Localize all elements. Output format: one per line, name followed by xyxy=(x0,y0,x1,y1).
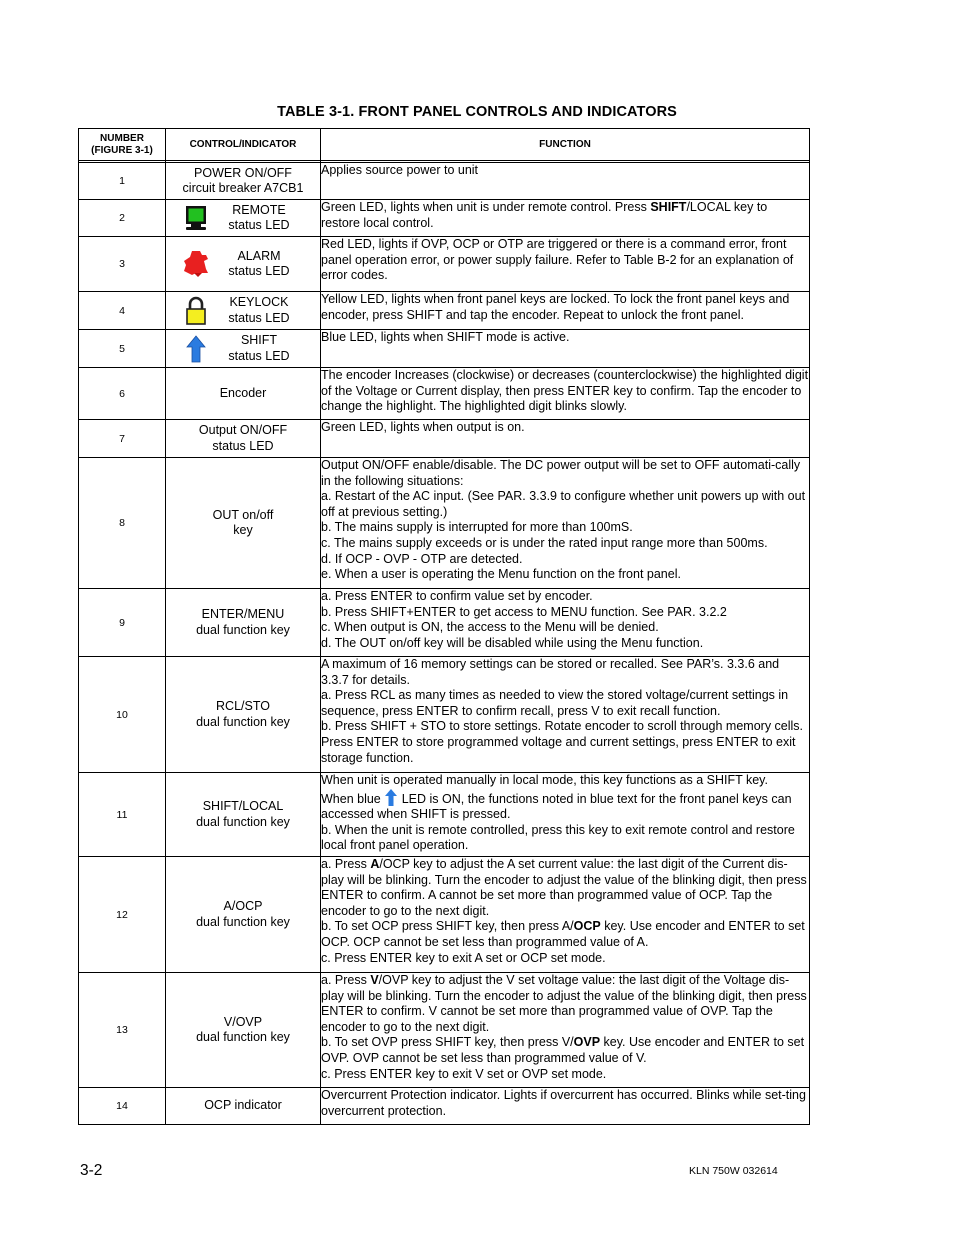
function-text: a. Press ENTER to confirm value set by encoder. xyxy=(321,589,593,603)
table-row xyxy=(79,292,810,330)
remote-led-icon xyxy=(182,203,210,233)
keylock-led-icon xyxy=(182,296,210,326)
controls-table xyxy=(78,128,810,1125)
row-function xyxy=(321,420,810,458)
function-text: When unit is operated manually in local mode, this key functions as a SHIFT key. xyxy=(321,773,768,787)
function-text: /OVP key to adjust the V set voltage value: the last digit of the Voltage dis-play will be blinking. Turn the encoder to adjust the value of the blinking digit, then press ENTER to confirm. V cannot be set more than programmed value of OVP. Tap the encoder to go to the next digit. xyxy=(321,973,807,1034)
control-label: KEYLOCK xyxy=(229,295,289,309)
row-number: 9 xyxy=(79,589,166,657)
function-text: b. Press SHIFT+ENTER to get access to MENU function. See PAR. 3.2.2 xyxy=(321,604,727,619)
row-control xyxy=(166,1088,321,1125)
row-function xyxy=(321,163,810,200)
control-sublabel: status LED xyxy=(228,310,290,325)
row-function xyxy=(321,330,810,368)
control-sublabel: dual function key xyxy=(196,714,290,729)
header-control: CONTROL/INDICATOR xyxy=(166,129,321,161)
function-text: Yellow LED, lights when front panel keys are locked. To lock the front panel keys and encoder, press SHIFT and tap the encoder. Repeat to unlock the front panel. xyxy=(321,292,790,322)
page-number: 3-2 xyxy=(80,1162,103,1179)
row-function xyxy=(321,237,810,292)
row-control xyxy=(166,773,321,857)
function-text: key. Use encoder and ENTER to set OVP. OVP cannot be set less than programmed value of V. xyxy=(321,1035,805,1065)
control-sublabel: status LED xyxy=(228,218,290,232)
control-label: Output ON/OFF xyxy=(198,423,288,437)
function-text: c. When output is ON, the access to the Menu will be denied. xyxy=(321,620,659,635)
function-text: Green LED, lights when unit is under remote control. Press xyxy=(321,200,651,214)
row-number: 5 xyxy=(79,330,166,368)
row-number: 7 xyxy=(79,420,166,458)
control-sublabel: key xyxy=(233,523,253,537)
table-row xyxy=(79,589,810,657)
row-number: 8 xyxy=(79,458,166,589)
control-sublabel: status LED xyxy=(228,348,290,363)
control-label: RCL/STO xyxy=(216,699,270,713)
table-row xyxy=(79,1088,810,1125)
function-text-bold: OVP xyxy=(573,1035,601,1050)
row-function xyxy=(321,773,810,857)
control-label: A/OCP xyxy=(223,899,263,913)
function-text: LED is ON, the functions noted in blue text for the front panel keys can accessed when SHIFT is pressed. xyxy=(321,791,792,822)
row-function xyxy=(321,589,810,657)
function-text-bold: V xyxy=(370,973,379,987)
function-text: b. When the unit is remote controlled, press this key to exit remote control and restore local front panel operation. xyxy=(321,822,795,853)
row-number: 12 xyxy=(79,857,166,973)
function-text-bold: A xyxy=(370,857,380,871)
function-text: b. The mains supply is interrupted for more than 100mS. xyxy=(321,520,633,535)
function-text: c. Press ENTER key to exit V set or OVP set mode. xyxy=(321,1066,607,1081)
row-function xyxy=(321,368,810,420)
control-label: SHIFT xyxy=(240,333,278,347)
control-label: REMOTE xyxy=(232,202,286,217)
function-text: Applies source power to unit xyxy=(321,163,479,177)
row-number: 14 xyxy=(79,1088,166,1125)
function-text: key. Use encoder and ENTER to set OCP. OCP cannot be set less than programmed value of A. xyxy=(321,919,805,949)
table-row xyxy=(79,330,810,368)
shift-led-icon xyxy=(182,334,210,364)
row-number: 11 xyxy=(79,773,166,857)
table-row xyxy=(79,773,810,857)
row-number: 4 xyxy=(79,292,166,330)
row-number: 13 xyxy=(79,973,166,1088)
row-control xyxy=(166,163,321,200)
function-text: d. The OUT on/off key will be disabled while using the Menu function. xyxy=(321,635,704,650)
row-function xyxy=(321,973,810,1088)
row-function xyxy=(321,458,810,589)
row-function xyxy=(321,657,810,773)
function-text: a. Restart of the AC input. (See PAR. 3.3.9 to configure whether unit powers up with out off at previous setting.) xyxy=(321,489,806,519)
row-control xyxy=(166,292,321,330)
row-number: 6 xyxy=(79,368,166,420)
control-sublabel: dual function key xyxy=(196,622,290,637)
row-number: 3 xyxy=(79,237,166,292)
function-text: /LOCAL key to restore local control. xyxy=(321,200,768,230)
function-text: b. To set OVP press SHIFT key, then press V/ xyxy=(321,1035,574,1050)
row-number: 10 xyxy=(79,657,166,773)
row-number: 2 xyxy=(79,200,166,237)
row-control xyxy=(166,657,321,773)
row-control xyxy=(166,420,321,458)
table-header-row xyxy=(79,129,810,161)
row-control xyxy=(166,589,321,657)
row-function xyxy=(321,292,810,330)
control-label: ENTER/MENU xyxy=(201,607,285,621)
function-text: c. The mains supply exceeds or is under the rated input range more than 500ms. xyxy=(321,535,768,550)
row-control xyxy=(166,458,321,589)
function-text: e. When a user is operating the Menu function on the front panel. xyxy=(321,567,681,582)
table-row xyxy=(79,458,810,589)
function-text: Overcurrent Protection indicator. Lights if overcurrent has occurred. Blinks while set-ting overcurrent protection. xyxy=(321,1088,806,1118)
table-row xyxy=(79,200,810,237)
control-label: SHIFT/LOCAL xyxy=(202,799,284,813)
row-control xyxy=(166,237,321,292)
shift-arrow-icon xyxy=(384,789,398,806)
control-label: ALARM xyxy=(237,248,281,263)
function-text: d. If OCP - OVP - OTP are detected. xyxy=(321,551,523,566)
row-control xyxy=(166,200,321,237)
function-text: When blue xyxy=(321,791,381,806)
function-text: Green LED, lights when output is on. xyxy=(321,420,525,434)
function-text: Blue LED, lights when SHIFT mode is active. xyxy=(321,330,570,344)
table-row xyxy=(79,857,810,973)
function-text-bold: OCP xyxy=(573,919,601,934)
table-row xyxy=(79,368,810,420)
control-sublabel: status LED xyxy=(212,438,274,453)
document-id: KLN 750W 032614 xyxy=(689,1165,778,1177)
function-text: b. Press SHIFT + STO to store settings. Rotate encoder to scroll through memory cells. Press ENTER to store programmed voltage and current settings, press ENTER to exit storage function. xyxy=(321,719,804,765)
alarm-led-icon xyxy=(182,249,210,279)
row-control xyxy=(166,973,321,1088)
function-text: b. To set OCP press SHIFT key, then press A/ xyxy=(321,919,574,934)
control-label: POWER ON/OFF xyxy=(194,165,292,180)
table-row xyxy=(79,163,810,200)
row-number: 1 xyxy=(79,163,166,200)
function-text-bold: SHIFT xyxy=(650,200,687,214)
table-title: TABLE 3-1. FRONT PANEL CONTROLS AND INDICATORS xyxy=(277,104,677,120)
row-function xyxy=(321,200,810,237)
function-text: a. Press xyxy=(321,857,371,871)
header-number-line2: (FIGURE 3-1) xyxy=(91,144,153,156)
control-label: OUT on/off xyxy=(212,507,274,522)
row-control xyxy=(166,857,321,973)
control-sublabel: dual function key xyxy=(196,814,290,829)
control-sublabel: dual function key xyxy=(196,1030,290,1044)
table-row xyxy=(79,973,810,1088)
row-function xyxy=(321,1088,810,1125)
function-text: a. Press xyxy=(321,973,371,987)
row-control xyxy=(166,330,321,368)
table-row xyxy=(79,237,810,292)
header-number-line1: NUMBER xyxy=(100,132,144,144)
control-label: OCP indicator xyxy=(204,1098,282,1113)
control-label: Encoder xyxy=(219,385,267,400)
table-row xyxy=(79,657,810,773)
function-text: a. Press RCL as many times as needed to view the stored voltage/current settings in sequence, press ENTER to confirm recall, press V to exit recall function. xyxy=(321,688,789,718)
function-text: Output ON/OFF enable/disable. The DC power output will be set to OFF automati-cally in the following situations: xyxy=(321,458,801,488)
control-sublabel: status LED xyxy=(228,264,290,278)
function-text: /OCP key to adjust the A set current value: the last digit of the Current dis-play will be blinking. Turn the encoder to adjust the value of the blinking digit, then press ENTER to confirm. A cannot be set more than programmed value of OCP. Tap the encoder to go to the next digit. xyxy=(321,857,807,918)
table-row xyxy=(79,420,810,458)
function-text: The encoder Increases (clockwise) or decreases (counterclockwise) the highlighted digit of the Voltage or Current display, then press ENTER key to confirm. Tap the encoder to change the highlight. The highlighted digit blinks slowly. xyxy=(321,368,809,414)
header-number xyxy=(79,129,166,161)
header-function: FUNCTION xyxy=(321,129,810,161)
control-label: V/OVP xyxy=(223,1014,263,1029)
control-sublabel: dual function key xyxy=(196,914,290,929)
row-function xyxy=(321,857,810,973)
function-text: c. Press ENTER key to exit A set or OCP set mode. xyxy=(321,950,606,965)
control-sublabel: circuit breaker A7CB1 xyxy=(182,181,304,195)
row-control xyxy=(166,368,321,420)
function-text: A maximum of 16 memory settings can be stored or recalled. See PAR’s. 3.3.6 and 3.3.7 for details. xyxy=(321,657,780,687)
function-text: Red LED, lights if OVP, OCP or OTP are triggered or there is a command error, front panel operation error, or power supply failure. Refer to Table B-2 for an explanation of error codes. xyxy=(321,237,794,283)
